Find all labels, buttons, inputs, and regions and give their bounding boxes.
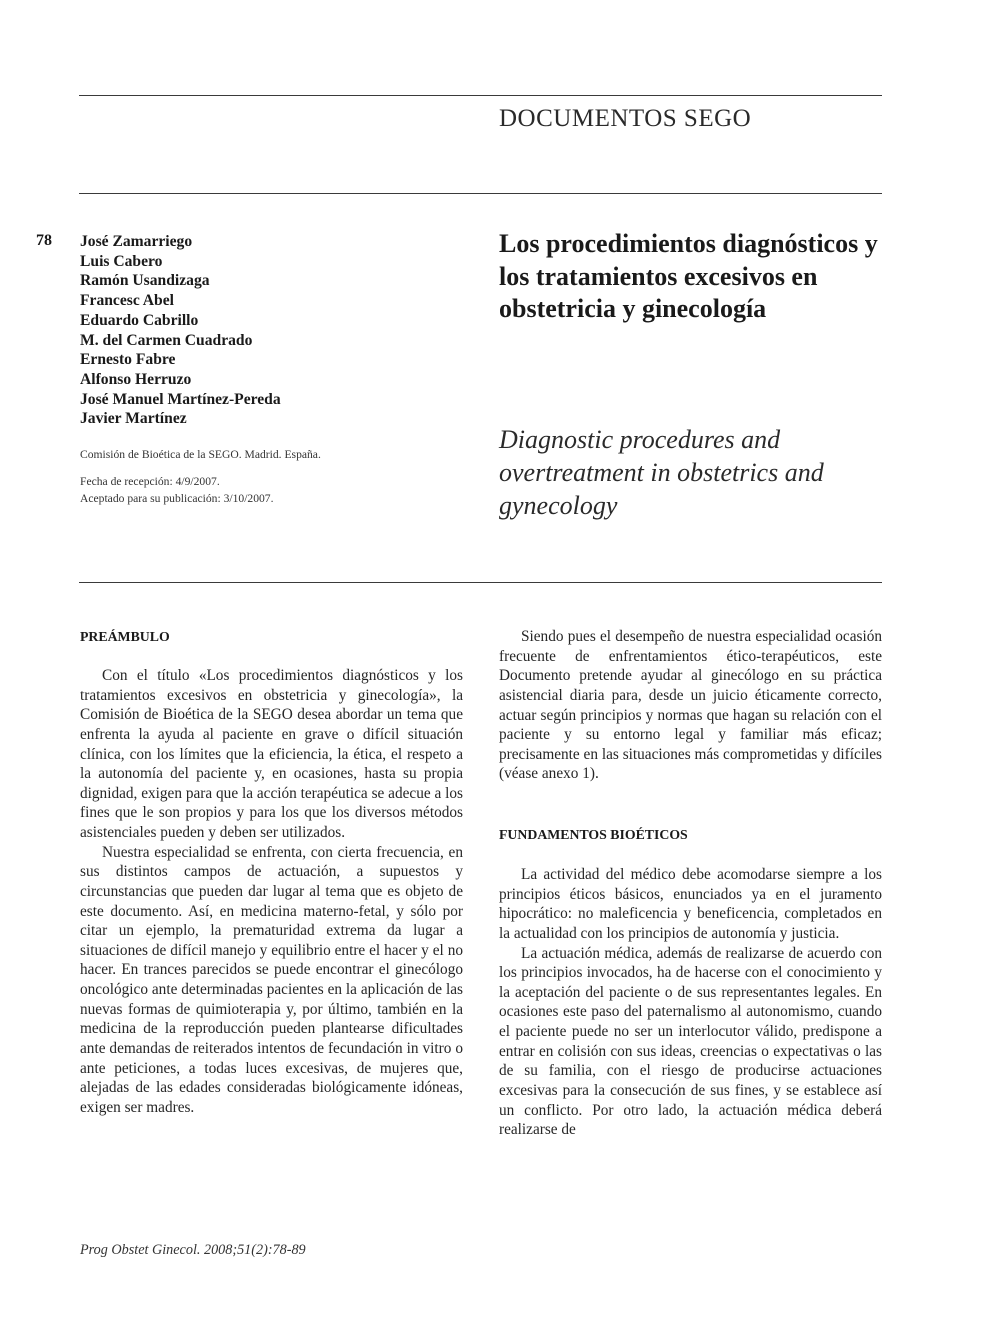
affiliation: Comisión de Bioética de la SEGO. Madrid. España. [80,448,321,461]
body-paragraph: La actividad del médico debe acomodarse siempre a los principios éticos básicos, enunciados ya en el juramento hipocrático: no maleficencia y beneficencia, completados en la actualidad con los principios de autonomía y justicia. [499,866,882,942]
article-title-english: Diagnostic procedures and overtreatment in obstetrics and gynecology [499,425,824,520]
author-name: Francesc Abel [80,292,174,310]
author-name: Ramón Usandizaga [80,272,210,290]
body-paragraph: Con el título «Los procedimientos diagnósticos y los tratamientos excesivos en obstetricia y ginecología», la Comisión de Bioética de la SEGO desea abordar un tema que enfrenta la ayuda al paciente en grave o difícil situación clínica, con los límites que la eficiencia, la ética, el respeto a la autonomía del paciente y, en ocasiones, hasta su propia dignidad, exigen para que la acción terapéutica se adecue a los fines que le son propios y para los que los diversos métodos asistenciales pueden y deben ser utilizados. [80,667,463,841]
body-paragraph: Nuestra especialidad se enfrenta, con cierta frecuencia, en sus distintos campos de actuación, a supuestos y circunstancias que pueden dar lugar al tema que es objeto de este documento. Así, en medicina materno-fetal, y sólo por citar un ejemplo, la prematuridad extrema da lugar a situaciones de difícil manejo y equilibrio entre el hacer y el no hacer. En trances parecidos se puede encontrar el ginecólogo oncológico ante determinadas pacientes en la aplicación de las nuevas formas de quimioterapia y, por último, también en la medicina de la reproducción pueden plantearse dificultades ante demandas de reiterados intentos de fecundación in vitro o ante peticiones, a todas luces excesivas, de mujeres que, alejadas de las edades consideradas biológicamente idóneas, exigen ser madres. [80,843,463,1116]
received-date: Fecha de recepción: 4/9/2007. [80,475,220,488]
body-paragraph: La actuación médica, además de realizarse de acuerdo con los principios invocados, ha de hacerse con el conocimiento y la aceptación del paciente o de sus representantes legales. En ocasiones este paso del paternalismo al autonomismo, cuando el paciente puede no ser un interlocutor válido, predispone a entrar en colisión con sus ideas, creencias o expectativas o las de su familia, con el riesgo de producirse actuaciones excesivas para la consecución de sus fines, y se establece así un conflicto. Por otro lado, la actuación médica deberá realizarse de [499,944,882,1139]
author-name: Luis Cabero [80,252,163,270]
author-name: José Zamarriego [80,233,193,250]
journal-citation: Prog Obstet Ginecol. 2008;51(2):78-89 [80,1242,306,1258]
section-label: DOCUMENTOS SEGO [499,105,752,132]
body-column-right [499,627,882,1140]
body-paragraph: Siendo pues el desempeño de nuestra especialidad ocasión frecuente de enfrentamientos ético-terapéuticos, este Documento pretende ayudar al ginecólogo en su práctica asistencial diaria para, desde un juicio éticamente correcto, actuar según principios y normas que hagan su relación con el paciente y su entorno legal y familiar más eficaz; precisamente en las situaciones más comprometidas y difíciles (véase anexo 1). [499,628,882,783]
header-rule [79,193,882,194]
author-list [80,232,281,429]
author-name: Javier Martínez [80,410,187,428]
section-heading-fundamentos: FUNDAMENTOS BIOÉTICOS [499,827,688,842]
author-name: Alfonso Herruzo [80,370,192,388]
author-name: Ernesto Fabre [80,351,176,369]
author-name: Eduardo Cabrillo [80,311,199,329]
top-rule [79,95,882,96]
section-heading-preambulo: PREÁMBULO [80,629,170,644]
author-name: M. del Carmen Cuadrado [80,331,253,349]
article-title-spanish: Los procedimientos diagnósticos y los tratamientos excesivos en obstetricia y ginecología [499,229,878,323]
body-column-left [80,627,463,1117]
abstract-separator-rule [79,582,882,583]
accepted-date: Aceptado para su publicación: 3/10/2007. [80,492,274,505]
page-number: 78 [36,232,52,249]
author-name: José Manuel Martínez-Pereda [80,390,281,408]
